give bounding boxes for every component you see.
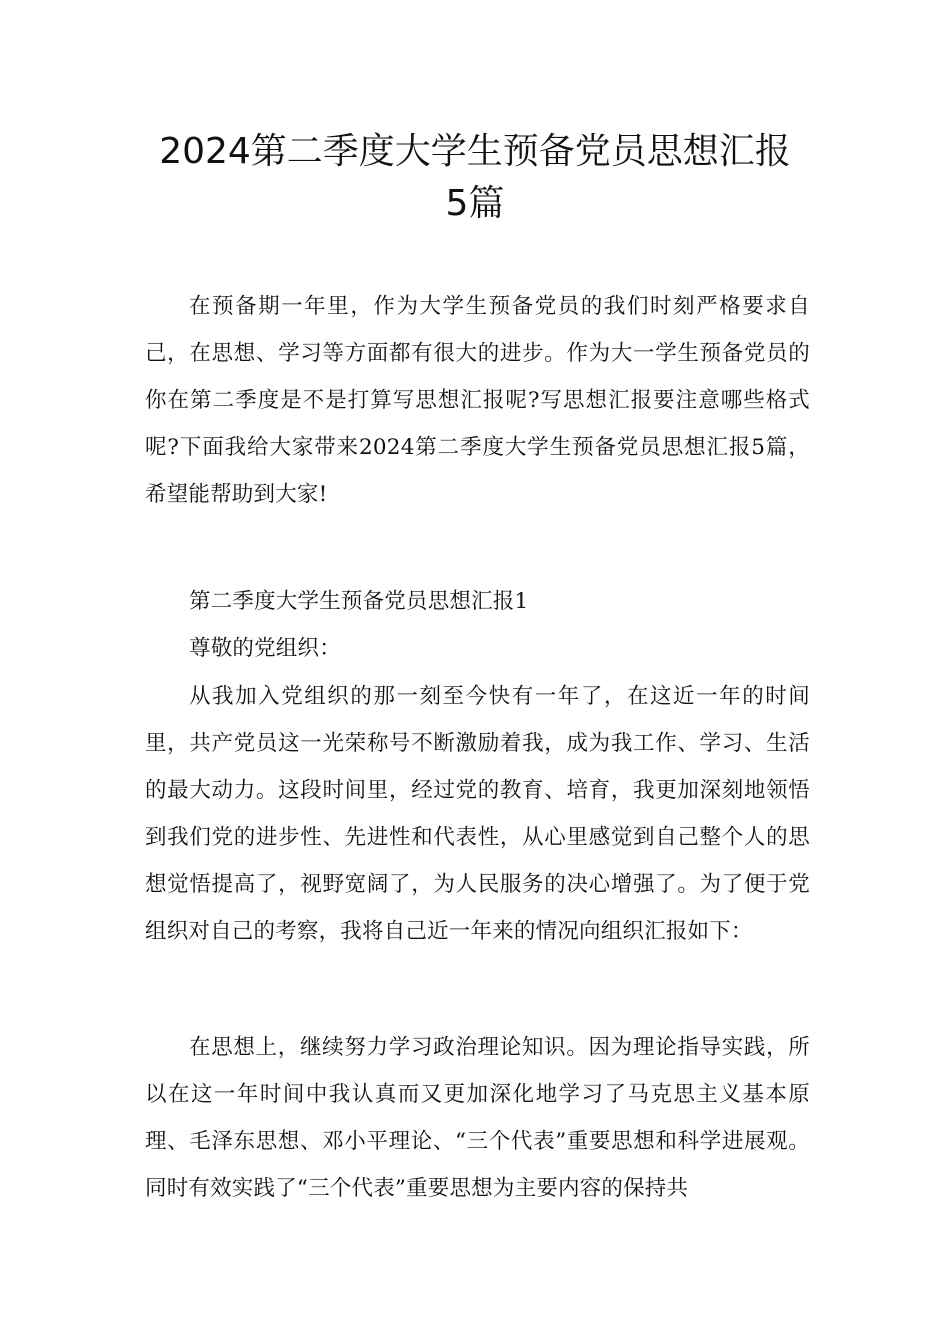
document-title-line-1: 2024第二季度大学生预备党员思想汇报 bbox=[159, 131, 791, 172]
body-paragraph: 从我加入党组织的那一刻至今快有一年了，在这近一年的时间里，共产党员这一光荣称号不断激励着我，成为我工作、学习、生活的最大动力。这段时间里，经过党的教育、培育，我更加深刻地领悟到我们党的进步性、先进性和代表性，从心里感觉到自己整个人的思想觉悟提高了，视野宽阔了，为人民服务的决心增强了。为了便于党组织对自己的考察，我将自己近一年来的情况向组织汇报如下： bbox=[145, 684, 810, 944]
body-paragraph: 在思想上，继续努力学习政治理论知识。因为理论指导实践，所以在这一年时间中我认真而又更加深化地学习了马克思主义基本原理、毛泽东思想、邓小平理论、“三个代表”重要思想和科学进展观。同时有效实践了“三个代表”重要思想为主要内容的保持共 bbox=[145, 1035, 810, 1201]
intro-paragraph: 在预备期一年里，作为大学生预备党员的我们时刻严格要求自己，在思想、学习等方面都有很大的进步。作为大一学生预备党员的你在第二季度是不是打算写思想汇报呢?写思想汇报要注意哪些格式呢?下面我给大家带来2024第二季度大学生预备党员思想汇报5篇，希望能帮助到大家! bbox=[145, 294, 810, 507]
salutation: 尊敬的党组织： bbox=[189, 636, 341, 661]
section-heading: 第二季度大学生预备党员思想汇报1 bbox=[189, 589, 529, 614]
document-title-line-2: 5篇 bbox=[445, 183, 505, 224]
